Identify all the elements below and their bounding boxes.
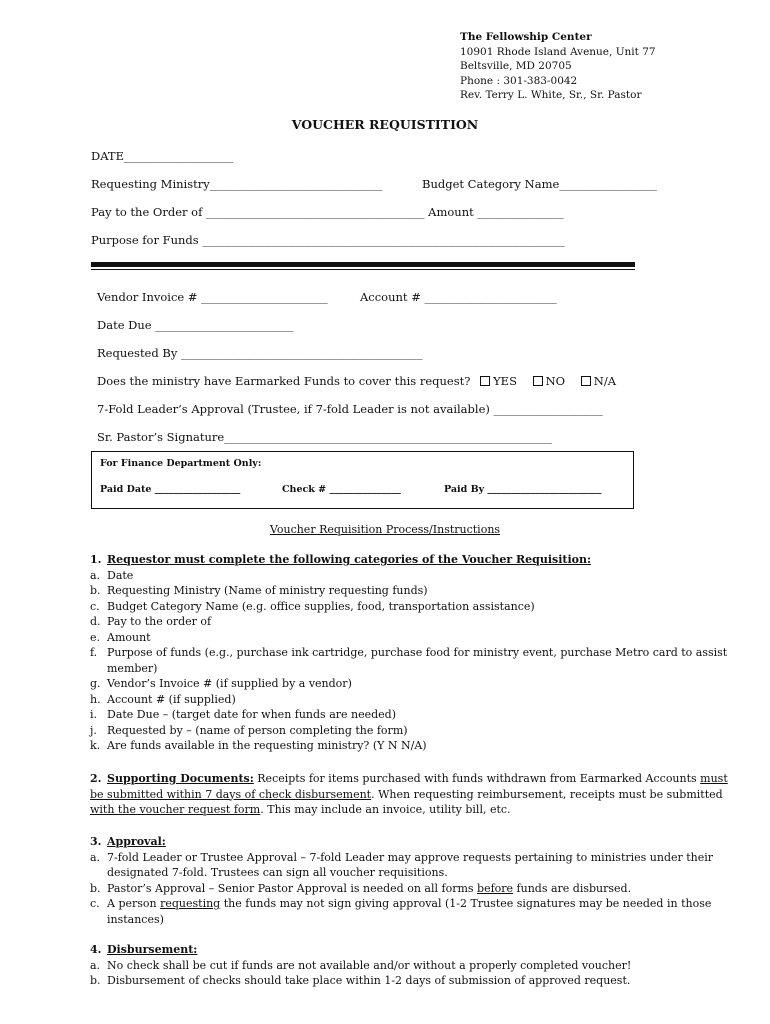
section-1-heading: Requestor must complete the following categories of the Voucher Requisition:: [107, 553, 592, 566]
earmarked-question: Does the ministry have Earmarked Funds to cover this request?: [97, 374, 471, 388]
section-1: [90, 552, 730, 754]
pastor-signature-field[interactable]: Sr. Pastor’s Signature_________________________________________________________: [97, 430, 552, 444]
item-letter: h.: [90, 692, 101, 706]
list-item: [90, 676, 730, 692]
section-3-heading: Approval:: [107, 835, 166, 848]
pay-to-amount-field[interactable]: Pay to the Order of ______________________________________ Amount _______________: [91, 205, 564, 219]
item-text: 7-fold Leader or Trustee Approval – 7-fold Leader may approve requests pertaining to ministries under their designated 7-fold. Trustees can sign all voucher requisitions.: [107, 850, 714, 879]
item-letter: f.: [90, 646, 98, 659]
section-3: [90, 834, 730, 927]
list-item: [90, 630, 730, 646]
account-field[interactable]: Account # _______________________: [360, 290, 557, 304]
item-text: [107, 881, 730, 897]
list-item: [90, 599, 730, 615]
item-letter: d.: [90, 615, 101, 628]
list-item: [90, 692, 730, 708]
list-item: [90, 707, 730, 723]
list-item: [90, 850, 730, 881]
no-label: NO: [545, 374, 566, 388]
date-field[interactable]: DATE___________________: [91, 149, 234, 163]
section-2: [90, 771, 730, 818]
section-2-heading: Supporting Documents:: [107, 772, 254, 785]
paid-by-field[interactable]: Paid By ________________________: [444, 484, 602, 495]
requesting-ministry-field[interactable]: Requesting Ministry______________________________: [91, 177, 383, 191]
item-text: Disbursement of checks should take place within 1-2 days of submission of approved request.: [107, 974, 631, 987]
item-text: Budget Category Name (e.g. office supplies, food, transportation assistance): [107, 599, 535, 613]
item-letter: a.: [90, 958, 101, 972]
item-text: Requesting Ministry (Name of ministry requesting funds): [107, 584, 428, 597]
item-letter: b.: [90, 584, 101, 597]
org-address-line2: Beltsville, MD 20705: [460, 60, 572, 72]
list-item: [90, 973, 730, 989]
item-text: Pay to the order of: [107, 615, 212, 628]
list-item: [90, 738, 730, 754]
section-2-underlined-1: must be submitted within 7 days of check disbursement: [90, 772, 728, 801]
item-letter: i.: [90, 708, 98, 721]
list-item: [90, 723, 730, 739]
item-letter: g.: [90, 677, 101, 690]
section-2-underlined-2: with the voucher request form: [90, 803, 261, 816]
section-2-text-3: . This may include an invoice, utility bill, etc.: [260, 803, 511, 816]
organization-header: [460, 30, 656, 103]
item-letter: c.: [90, 897, 100, 910]
item-text: Vendor’s Invoice # (if supplied by a vendor): [107, 677, 352, 690]
org-name: The Fellowship Center: [460, 31, 592, 43]
item-letter: a.: [90, 568, 101, 582]
list-item: [90, 583, 730, 599]
instructions-title: Voucher Requisition Process/Instructions: [269, 523, 501, 536]
item-text-part: Pastor’s Approval – Senior Pastor Approval is needed on all forms: [107, 881, 478, 895]
purpose-field[interactable]: Purpose for Funds _______________________________________________________________: [91, 233, 565, 247]
list-item: [90, 568, 730, 584]
na-label: N/A: [593, 374, 617, 388]
item-text: No check shall be cut if funds are not available and/or without a properly completed voucher!: [107, 958, 632, 972]
yes-checkbox-icon[interactable]: [480, 376, 490, 386]
check-number-field[interactable]: Check # _______________: [282, 484, 401, 495]
item-text: Are funds available in the requesting ministry? (Y N N/A): [107, 739, 427, 752]
item-underlined: before: [477, 881, 514, 895]
item-letter: c.: [90, 599, 100, 613]
section-4-heading: Disbursement:: [107, 943, 198, 956]
item-letter: a.: [90, 850, 101, 864]
item-text: Requested by – (name of person completing the form): [107, 723, 408, 737]
item-underlined: requesting: [160, 897, 221, 910]
item-letter: b.: [90, 881, 101, 895]
na-checkbox-icon[interactable]: [581, 376, 591, 386]
requested-by-field[interactable]: Requested By __________________________________________: [97, 346, 423, 360]
org-address-line1: 10901 Rhode Island Avenue, Unit 77: [460, 45, 656, 58]
section-4-list: [90, 958, 730, 989]
list-item: [90, 645, 730, 676]
section-2-text-2: . When requesting reimbursement, receipts must be submitted: [371, 787, 723, 801]
section-1-number: 1.: [90, 553, 102, 566]
item-text: [107, 896, 730, 927]
item-text: Purpose of funds (e.g., purchase ink cartridge, purchase food for ministry event, purchase Metro card to assist member): [107, 646, 728, 675]
item-letter: k.: [90, 739, 101, 752]
section-2-text-1: Receipts for items purchased with funds withdrawn from Earmarked Accounts: [253, 772, 701, 785]
budget-category-field[interactable]: Budget Category Name_________________: [422, 177, 658, 191]
date-due-field[interactable]: Date Due ________________________: [97, 318, 294, 332]
section-4-number: 4.: [90, 943, 102, 956]
list-item: [90, 896, 730, 927]
item-text: Date Due – (target date for when funds are needed): [107, 708, 397, 721]
list-item: [90, 881, 730, 897]
item-text: Date: [107, 568, 134, 582]
section-3-number: 3.: [90, 835, 102, 848]
item-text-part: A person: [107, 897, 161, 910]
leader-approval-field[interactable]: 7-Fold Leader’s Approval (Trustee, if 7-fold Leader is not available) ___________________: [97, 402, 603, 416]
earmarked-funds-row: [97, 374, 616, 388]
item-text: Amount: [107, 630, 151, 644]
finance-header: For Finance Department Only:: [100, 458, 262, 469]
item-text-part: funds are disbursed.: [513, 881, 632, 895]
item-text: Account # (if supplied): [107, 692, 236, 706]
form-title: VOUCHER REQUISTITION: [291, 117, 479, 132]
org-pastor: Rev. Terry L. White, Sr., Sr. Pastor: [460, 89, 642, 101]
vendor-invoice-field[interactable]: Vendor Invoice # ______________________: [97, 290, 328, 304]
section-divider-thick: [91, 262, 635, 267]
section-2-number: 2.: [90, 772, 102, 785]
yes-label: YES: [493, 374, 517, 388]
finance-department-box: [91, 451, 634, 509]
list-item: [90, 958, 730, 974]
section-1-list: [90, 568, 730, 754]
org-phone: Phone : 301-383-0042: [460, 74, 578, 87]
no-checkbox-icon[interactable]: [533, 376, 543, 386]
item-text-part: the funds may not sign giving approval (1-2 Trustee signatures may be needed in those instances): [107, 897, 712, 926]
item-letter: e.: [90, 630, 101, 644]
list-item: [90, 614, 730, 630]
section-divider-thin: [91, 269, 635, 270]
item-letter: j.: [90, 723, 97, 737]
item-letter: b.: [90, 974, 101, 987]
paid-date-field[interactable]: Paid Date __________________: [100, 484, 241, 495]
section-4: [90, 942, 730, 989]
